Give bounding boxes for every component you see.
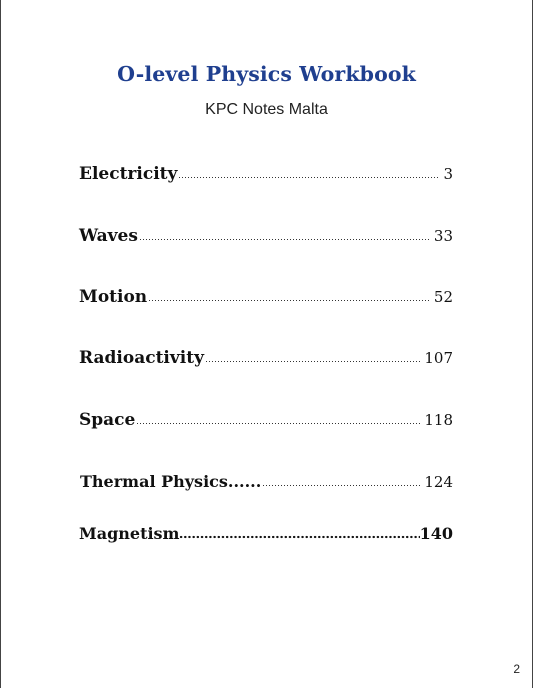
toc-entry-electricity[interactable] <box>79 164 453 184</box>
toc-entry-magnetism[interactable] <box>79 524 453 543</box>
document-title: O-level Physics Workbook <box>117 62 416 86</box>
toc-entry-thermal-physics[interactable] <box>80 472 453 491</box>
toc-entry-page: 52 <box>433 288 453 306</box>
toc-leader-dots <box>179 535 419 539</box>
toc-leader-dots <box>136 422 420 425</box>
toc-leader-dots <box>139 238 430 241</box>
toc-entry-waves[interactable] <box>79 226 453 246</box>
toc-entry-label: Space <box>79 410 136 430</box>
toc-entry-page: 107 <box>424 349 453 367</box>
toc-leader-dots <box>262 484 420 487</box>
toc-leader-dots <box>205 360 420 363</box>
toc-entry-page: 3 <box>443 165 453 183</box>
toc-entry-page: 33 <box>433 227 453 245</box>
toc-entry-label: Thermal Physics...... <box>80 472 262 491</box>
toc-entry-space[interactable] <box>79 410 453 430</box>
toc-entry-label: Motion <box>79 287 148 307</box>
document-subtitle: KPC Notes Malta <box>205 101 328 118</box>
toc-entry-page: 124 <box>424 473 453 491</box>
toc-entry-label: Waves <box>79 226 138 246</box>
toc-entry-radioactivity[interactable] <box>79 348 453 368</box>
toc-entry-label: Magnetism <box>79 524 180 543</box>
page-number: 2 <box>513 662 520 676</box>
toc-entry-page: 118 <box>424 411 453 429</box>
toc-leader-dots <box>148 299 430 302</box>
toc-entry-motion[interactable] <box>79 287 453 307</box>
toc-entry-label: Radioactivity <box>79 348 204 368</box>
toc-leader-dots <box>178 176 439 179</box>
toc-entry-page: 140 <box>419 524 453 543</box>
toc-entry-label: Electricity <box>79 164 178 184</box>
